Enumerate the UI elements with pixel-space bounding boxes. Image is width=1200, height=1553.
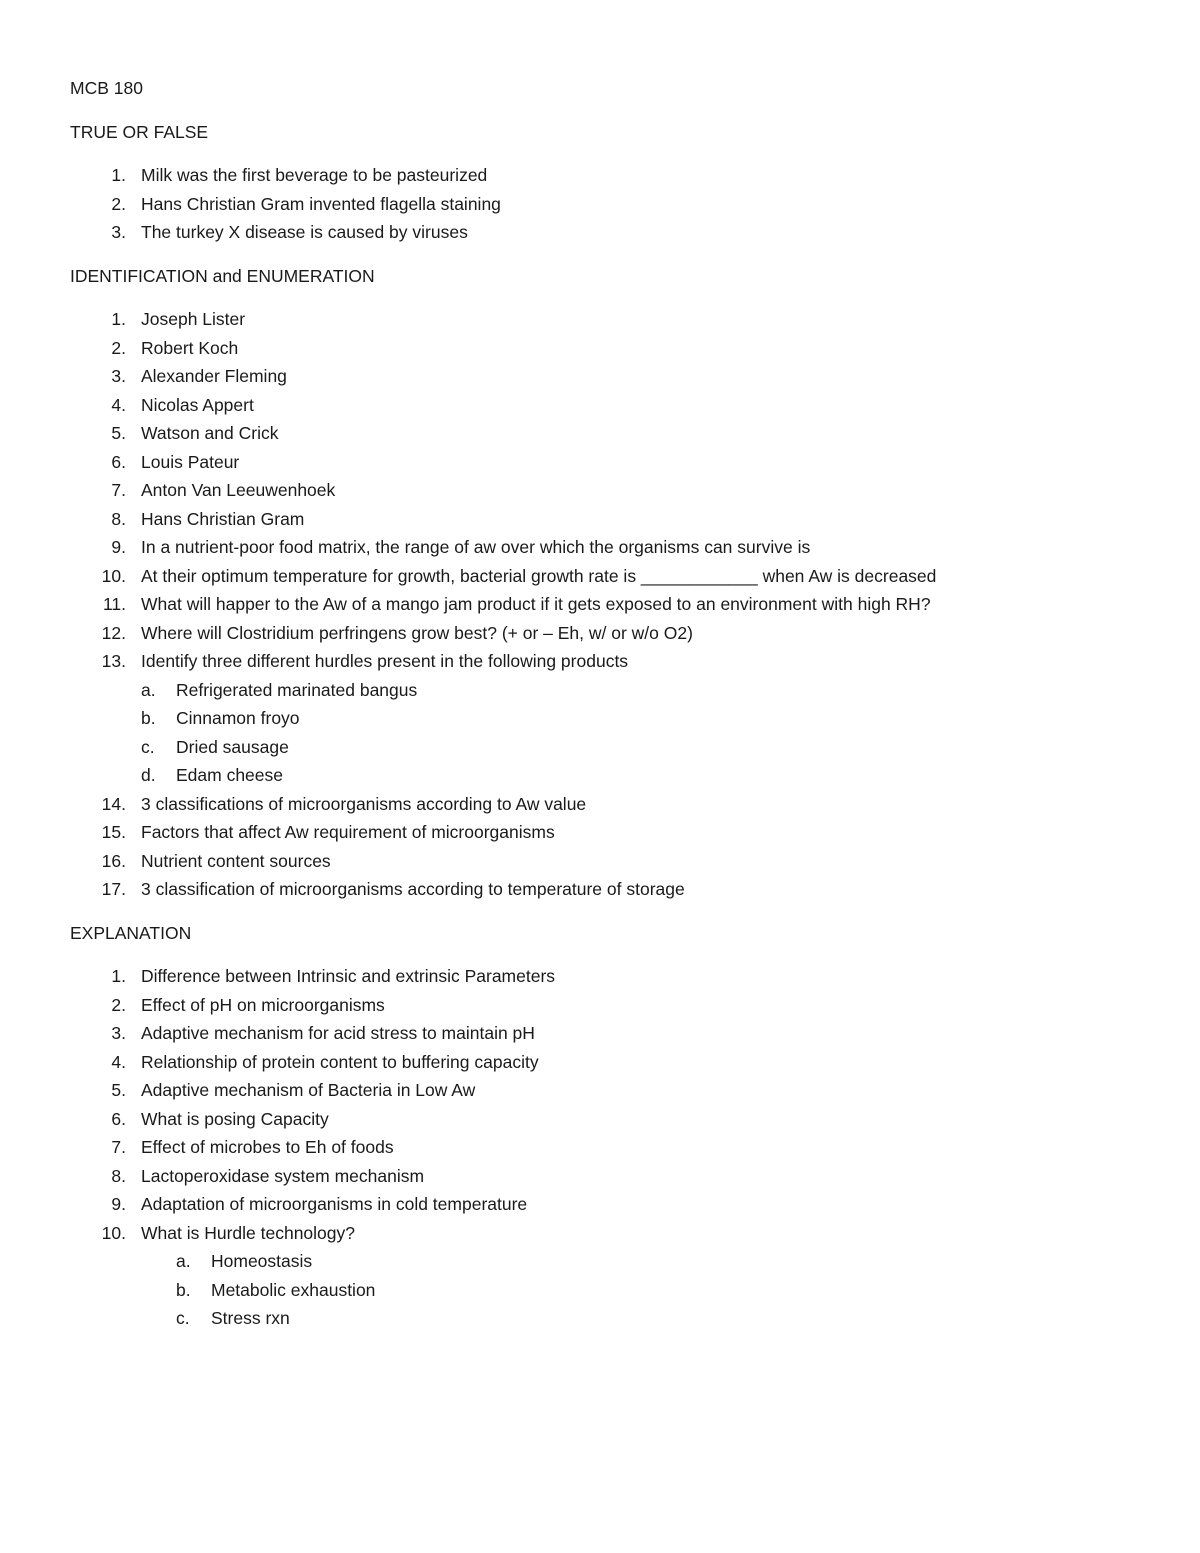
item-text: Watson and Crick	[141, 423, 279, 443]
sub-item-letter: c.	[176, 1308, 190, 1328]
item-number: 13.	[101, 651, 126, 671]
item-text: Hans Christian Gram	[141, 508, 305, 529]
item-text: 3 classifications of microorganisms according to Aw value	[141, 793, 587, 814]
item-text: Effect of microbes to Eh of foods	[141, 1137, 394, 1157]
list-item	[70, 533, 1130, 562]
list-item	[70, 190, 1130, 219]
item-number: 7.	[111, 1137, 126, 1157]
item-number: 6.	[111, 451, 126, 472]
sub-list-item	[70, 704, 1130, 733]
list-item	[70, 334, 1130, 363]
section-heading-identification: IDENTIFICATION and ENUMERATION	[70, 265, 375, 286]
item-number: 2.	[111, 337, 126, 358]
sub-item-text: Homeostasis	[211, 1251, 313, 1271]
sub-item-letter: b.	[176, 1279, 191, 1300]
item-number: 15.	[101, 822, 126, 842]
item-number: 17.	[101, 879, 126, 899]
item-number: 5.	[111, 423, 126, 443]
list-item	[70, 218, 1130, 247]
item-number: 3.	[111, 222, 126, 242]
item-number: 6.	[111, 1108, 126, 1129]
list-item	[70, 818, 1130, 847]
item-text: Louis Pateur	[141, 451, 240, 472]
item-number: 9.	[111, 537, 126, 557]
item-number: 9.	[111, 1194, 126, 1214]
item-text: Adaptation of microorganisms in cold temperature	[141, 1194, 528, 1214]
item-text: Nicolas Appert	[141, 394, 254, 415]
sub-item-text: Refrigerated marinated bangus	[176, 679, 418, 700]
item-number: 1.	[111, 966, 126, 986]
sub-list-item	[70, 676, 1130, 705]
sub-list-item	[70, 1304, 1130, 1333]
item-number: 2.	[111, 193, 126, 214]
item-text: The turkey X disease is caused by viruses	[141, 222, 468, 242]
list-item	[70, 1019, 1130, 1048]
list-item	[70, 790, 1130, 819]
sub-item-letter: c.	[141, 736, 155, 757]
item-number: 11.	[102, 594, 126, 614]
list-item	[70, 991, 1130, 1020]
list-item	[70, 505, 1130, 534]
sub-item-text: Edam cheese	[176, 765, 284, 785]
list-item	[70, 476, 1130, 505]
list-item	[70, 1076, 1130, 1105]
list-item	[70, 1105, 1130, 1134]
list-item	[70, 619, 1130, 648]
item-text: Adaptive mechanism for acid stress to maintain pH	[141, 1023, 535, 1043]
item-text: Anton Van Leeuwenhoek	[141, 480, 336, 500]
item-number: 14.	[101, 793, 126, 814]
item-number: 12.	[101, 622, 126, 643]
item-text: Where will Clostridium perfringens grow best? (+ or – Eh, w/ or w/o O2)	[141, 622, 693, 643]
item-text: Lactoperoxidase system mechanism	[141, 1165, 425, 1186]
item-number: 4.	[111, 1051, 126, 1072]
item-number: 1.	[111, 165, 126, 185]
item-text: Relationship of protein content to buffering capacity	[141, 1051, 539, 1072]
explanation-list	[70, 962, 1130, 1333]
item-number: 3.	[111, 1023, 126, 1043]
sub-item-letter: b.	[141, 708, 156, 728]
item-number: 3.	[111, 366, 126, 386]
list-item	[70, 1190, 1130, 1219]
item-number: 1.	[111, 309, 126, 329]
item-text: Adaptive mechanism of Bacteria in Low Aw	[141, 1080, 476, 1100]
item-text: Nutrient content sources	[141, 850, 331, 871]
item-text: Identify three different hurdles present in the following products	[141, 651, 629, 671]
item-text: 3 classification of microorganisms according to temperature of storage	[141, 879, 685, 899]
item-number: 10.	[101, 565, 126, 586]
list-item	[70, 161, 1130, 190]
document-page	[70, 74, 1130, 1333]
item-text: At their optimum temperature for growth, bacterial growth rate is ____________ when Aw is decreased	[141, 565, 937, 586]
item-text: Milk was the first beverage to be pasteurized	[141, 165, 488, 185]
list-item	[70, 962, 1130, 991]
list-item	[70, 562, 1130, 591]
course-title: MCB 180	[70, 78, 143, 98]
list-item	[70, 847, 1130, 876]
section-heading-explanation: EXPLANATION	[70, 922, 192, 943]
item-number: 8.	[111, 508, 126, 529]
item-number: 10.	[101, 1222, 126, 1243]
item-number: 8.	[111, 1165, 126, 1186]
list-item	[70, 590, 1130, 619]
list-item	[70, 305, 1130, 334]
list-item	[70, 1162, 1130, 1191]
sub-item-text: Dried sausage	[176, 736, 289, 757]
item-text: In a nutrient-poor food matrix, the range of aw over which the organisms can survive is	[141, 537, 811, 557]
sub-item-text: Metabolic exhaustion	[211, 1279, 376, 1300]
item-text: Hans Christian Gram invented flagella staining	[141, 193, 501, 214]
item-text: Difference between Intrinsic and extrinsic Parameters	[141, 966, 556, 986]
list-item	[70, 1219, 1130, 1248]
section-heading-true-false: TRUE OR FALSE	[70, 121, 209, 142]
item-text: Effect of pH on microorganisms	[141, 994, 385, 1015]
list-item	[70, 1133, 1130, 1162]
item-text: What is posing Capacity	[141, 1108, 329, 1129]
item-number: 5.	[111, 1080, 126, 1100]
list-item	[70, 1048, 1130, 1077]
item-number: 2.	[111, 994, 126, 1015]
list-item	[70, 647, 1130, 676]
sub-list-item	[70, 1276, 1130, 1305]
sub-item-letter: a.	[176, 1251, 191, 1271]
identification-list	[70, 305, 1130, 904]
sub-list-item	[70, 733, 1130, 762]
item-text: Alexander Fleming	[141, 366, 287, 386]
item-text: Joseph Lister	[141, 309, 246, 329]
sub-item-text: Stress rxn	[211, 1308, 290, 1328]
sub-item-text: Cinnamon froyo	[176, 708, 300, 728]
item-text: What is Hurdle technology?	[141, 1222, 355, 1243]
list-item	[70, 448, 1130, 477]
sub-item-letter: a.	[141, 679, 156, 700]
sub-list-item	[70, 1247, 1130, 1276]
list-item	[70, 875, 1130, 904]
item-text: What will happer to the Aw of a mango jam product if it gets exposed to an environment with high RH?	[141, 594, 931, 614]
true-false-list	[70, 161, 1130, 247]
item-number: 4.	[111, 394, 126, 415]
item-number: 7.	[111, 480, 126, 500]
item-number: 16.	[101, 850, 126, 871]
sub-list-item	[70, 761, 1130, 790]
sub-item-letter: d.	[141, 765, 156, 785]
item-text: Factors that affect Aw requirement of microorganisms	[141, 822, 555, 842]
list-item	[70, 419, 1130, 448]
item-text: Robert Koch	[141, 337, 239, 358]
list-item	[70, 362, 1130, 391]
list-item	[70, 391, 1130, 420]
